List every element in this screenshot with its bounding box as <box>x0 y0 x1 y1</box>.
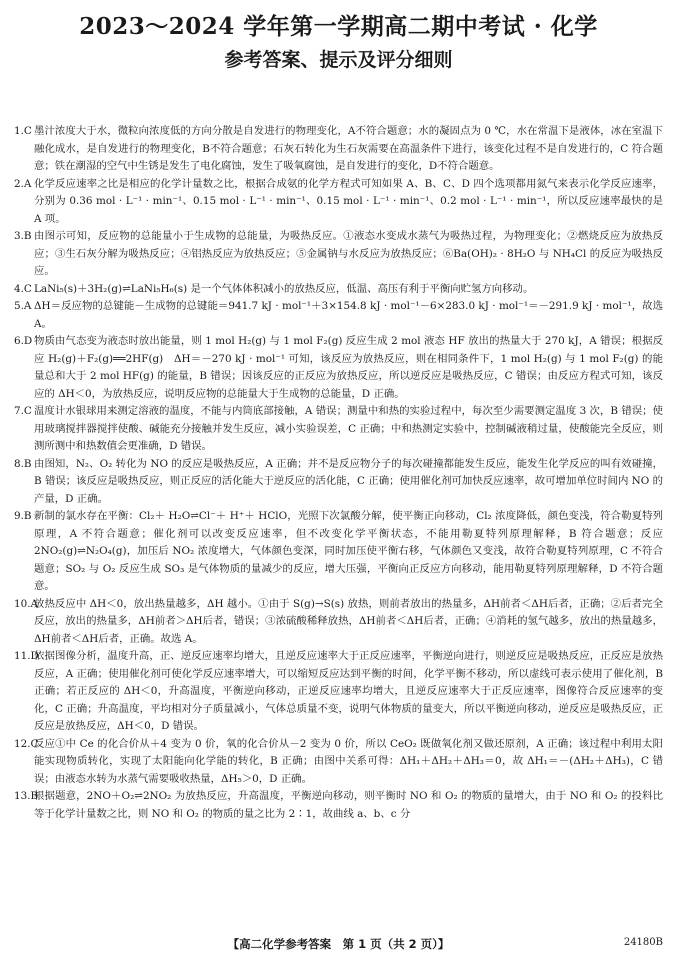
answer-number: 2.A <box>14 177 32 190</box>
answer-item <box>14 176 663 229</box>
answer-text: LaNi₅(s)＋3H₂(g)⇌LaNi₅H₆(s) 是一个气体体积减小的放热反应，低温、高压有利于平衡向贮氢方向移动。 <box>34 282 534 295</box>
answer-text: 物质由气态变为液态时放出能量，则 1 mol H₂(g) 与 1 mol F₂(g) 反应生成 2 mol 液态 HF 放出的热量大于 270 kJ，A 错误；根据反应 H₂(g)＋F₂(g)══2HF(g) ΔH＝－270 kJ · mol⁻¹ 可知，该反应为放热反应，则在相同条件下，1 mol H₂(g) 与 1 mol F₂(g) 的能量总和大于 2 mol HF(g) 的能量，B 错误；因该反应的正反应为放热反应，所以逆反应是吸热反应，C 错误；由反应方程式可知，该反应的 ΔH＜0，为放热反应，说明反应物的总能量大于生成物的总能量，D 正确。 <box>34 335 663 400</box>
answer-item <box>14 403 663 456</box>
answer-item <box>14 123 663 176</box>
answer-number: 3.B <box>14 230 32 242</box>
footer-code: 24180B <box>623 937 663 948</box>
answer-number: 7.C <box>14 405 32 417</box>
answer-item <box>14 788 663 823</box>
answer-item <box>14 228 663 281</box>
answer-text: ΔH＝反应物的总键能－生成物的总键能＝941.7 kJ · mol⁻¹＋3×154.8 kJ · mol⁻¹－6×283.0 kJ · mol⁻¹＝－291.9 kJ · mol⁻¹，故选 A。 <box>34 300 663 330</box>
answer-number: 5.A <box>14 300 32 312</box>
answer-item <box>14 736 663 789</box>
answer-number: 6.D <box>14 335 33 347</box>
answer-text: 化学反应速率之比是相应的化学计量数之比，根据合成氨的化学方程式可知如果 A、B、C、D 四个选项都用氮气来表示化学反应速率，分别为 0.36 mol · L⁻¹ · min⁻¹、0.15 mol · L⁻¹ · min⁻¹、0.15 mol · L⁻¹ · min⁻¹、0.2 mol · L⁻¹ · min⁻¹，所以反应速率最快的是 A 项。 <box>34 177 663 225</box>
answer-item <box>14 596 663 649</box>
answer-number: 10.A <box>14 597 39 610</box>
answer-text: 墨汁浓度大于水，微粒向浓度低的方向分散是自发进行的物理变化，A不符合题意；水的凝固点为 0 ℃，水在常温下是液体，冰在室温下融化成水，是自发进行的物理变化，B不符合题意；石灰石转化为生石灰需要在高温条件下进行，该变化过程不是自发进行的，C 符合题意；铁在潮湿的空气中生锈是发生了电化腐蚀，发生了吸氧腐蚀，是自发进行的变化，D不符合题意。 <box>34 125 663 172</box>
page-footer <box>0 936 677 956</box>
answer-number: 9.B <box>14 510 32 522</box>
answer-text: 新制的氯水存在平衡：Cl₂＋ H₂O⇌Cl⁻＋ H⁺＋ HClO，光照下次氯酸分解，使平衡正向移动，Cl₂ 浓度降低，颜色变浅，符合勒夏特列原理，A 不符合题意；催化剂可以改变反应速率，但不改变化学平衡状态，不能用勒夏特列原理解释，B 符合题意；反应 2NO₂(g)⇌N₂O₄(g)，加压后 NO₂ 浓度增大，气体颜色变深，同时加压使平衡右移，气体颜色又变浅，故符合勒夏特列原理，C 不符合题意；SO₂ 与 O₂ 反应生成 SO₃ 是气体物质的量减少的反应，增大压强，平衡向正反应方向移动，能用勒夏特列原理解释，D 不符合题意。 <box>34 510 663 592</box>
footer-page-label: 【高二化学参考答案 第 1 页（共 2 页）】 <box>227 937 450 951</box>
answer-text: 反应①中 Ce 的化合价从＋4 变为 0 价，氧的化合价从－2 变为 0 价，所以 CeO₂ 既做氧化剂又做还原剂，A 正确；该过程中利用太阳能实现物质转化，实现了太阳能向化学能的转化，B 正确；由图中关系可得：ΔH₁＋ΔH₂＋ΔH₃＝0，故 ΔH₁＝－(ΔH₂＋ΔH₃)，C 错误；由液态水转为水蒸气需要吸收热量，ΔH₅＞0，D 正确。 <box>34 737 663 785</box>
answer-number: 8.B <box>14 457 32 470</box>
answer-item <box>14 648 663 736</box>
answer-number: 13.B <box>14 790 39 802</box>
page-subtitle: 参考答案、提示及评分细则 <box>224 49 453 71</box>
answer-item <box>14 333 663 403</box>
answer-number: 12.C <box>14 737 39 750</box>
page-title: 2023～2024 学年第一学期高二期中考试 · 化学 <box>79 13 598 40</box>
answer-number: 11.D <box>14 650 39 662</box>
answer-text: 由图知，N₂、O₂ 转化为 NO 的反应是吸热反应，A 正确；并不是反应物分子的每次碰撞都能发生反应，能发生化学反应的叫有效碰撞，B 错误；该反应是吸热反应，则正反应的活化能大于逆反应的活化能，C 正确；使用催化剂可加快反应速率，故可增加单位时间内 NO 的产量，D 正确。 <box>34 457 663 505</box>
answer-text: 依据图像分析，温度升高，正、逆反应速率均增大，且逆反应速率大于正反应速率，平衡逆向进行，则逆反应是吸热反应，正反应是放热反应，A 正确；使用催化剂可使化学反应速率增大，可以缩短反应达到平衡的时间，化学平衡不移动，所以虚线可表示使用了催化剂，B 正确；若正反应的 ΔH＜0，升高温度，平衡逆向移动，正逆反应速率均增大，且逆反应速率大于正反应速率，图像符合反应速率的变化，C 正确；升高温度，平均相对分子质量减小，气体总质量不变，说明气体物质的量变大，所以平衡逆向移动，逆反应是吸热反应，正反应是放热反应，ΔH＜0，D 错误。 <box>34 650 663 732</box>
answer-item <box>14 298 663 333</box>
answer-item <box>14 456 663 509</box>
answer-text: 放热反应中 ΔH＜0，放出热量越多，ΔH 越小。①由于 S(g)→S(s) 放热，则前者放出的热量多，ΔH前者＜ΔH后者，正确；②后者完全反应，放出的热量多，ΔH前者＞ΔH后者，错误；③浓硫酸稀释放热，ΔH前者＜ΔH后者，正确；④消耗的氢气越多，放出的热量越多，ΔH前者＜ΔH后者，正确。故选 A。 <box>34 597 663 645</box>
answer-text: 温度计水银球用来测定溶液的温度，不能与内筒底部接触，A 错误；测量中和热的实验过程中，每次至少需要测定温度 3 次，B 错误；使用玻璃搅拌器搅拌使酸、碱能充分接触并发生反应，减小实验误差，C 正确；中和热测定实验中，控制碱液稍过量，使酸能完全反应，则测所测中和热数值会更准确，D 错误。 <box>34 405 663 452</box>
answer-number: 4.C <box>14 282 32 295</box>
answer-item <box>14 281 663 299</box>
answer-text: 根据题意，2NO＋O₂⇌2NO₂ 为放热反应，升高温度，平衡逆向移动，则平衡时 NO 和 O₂ 的物质的量增大，由于 NO 和 O₂ 的投料比等于化学计量数之比，则 NO 和 O₂ 的物质的量之比为 2∶1，故曲线 a、b、c 分 <box>34 790 663 820</box>
answer-text: 由图示可知，反应物的总能量小于生成物的总能量，为吸热反应。①液态水变成水蒸气为吸热过程，为物理变化；②燃烧反应为放热反应；③生石灰分解为吸热反应；④铝热反应为放热反应；⑤金属钠与水反应为放热反应；⑥Ba(OH)₂ · 8H₂O 与 NH₄Cl 的反应为吸热反应。 <box>34 230 663 277</box>
answer-item <box>14 508 663 596</box>
answer-number: 1.C <box>14 125 32 137</box>
answer-list <box>14 123 663 823</box>
